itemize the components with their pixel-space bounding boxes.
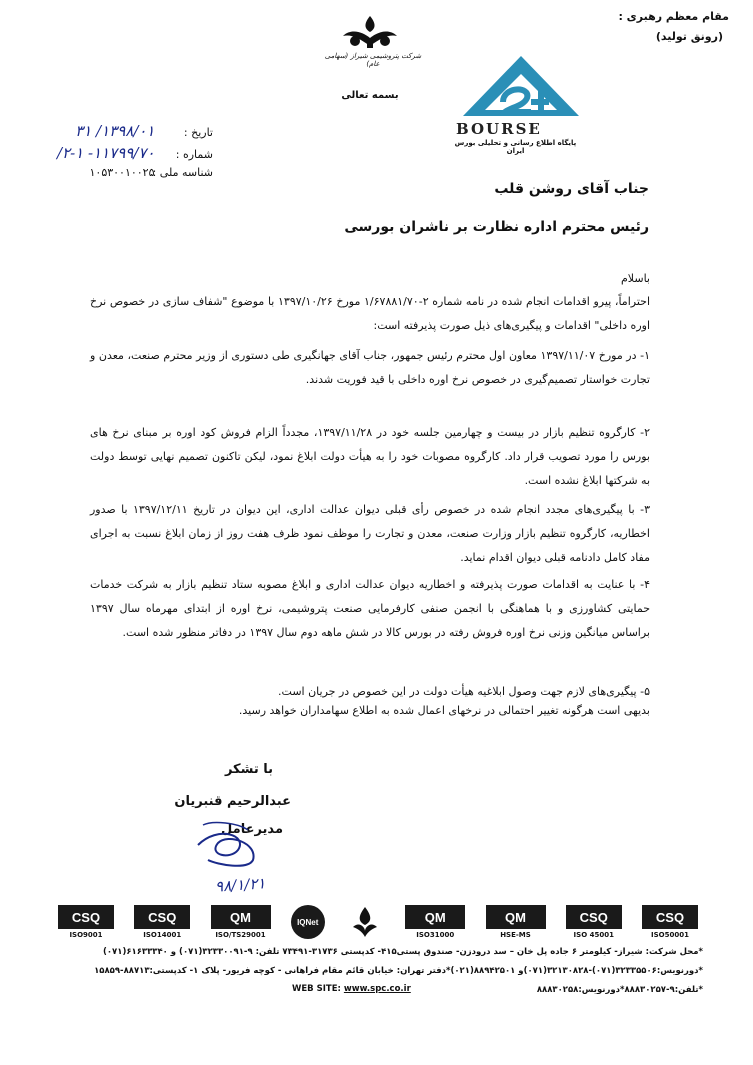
cert-mark: CSQ	[642, 905, 698, 929]
cert-badge	[211, 905, 271, 939]
list-item: ۲- کارگروه تنظیم بازار در بیست و چهارمین جلسه خود در ۱۳۹۷/۱۱/۲۸، مجدداً الزام فروش کود اوره بر مبنای نرخ های بورس را مورد تصویب قرار داد. کارگروه مصوبات خود را به هیأت دولت ابلاغ نمود، لیکن تاکنون تصمیم نهایی توسط دولت به شرکتها ابلاغ نشده است.	[90, 426, 650, 487]
cert-label: ISO31000	[416, 931, 455, 939]
cert-badge	[566, 905, 622, 939]
cert-badge	[58, 905, 114, 939]
certification-bar	[58, 905, 698, 945]
cert-label: ISO14001	[143, 931, 182, 939]
cert-label: ISO9001	[69, 931, 103, 939]
intro-paragraph: احتراماً، پیرو اقدامات انجام شده در نامه شماره ۲-۱/۶۷۸۸۱/۷۰ مورخ ۱۳۹۷/۱۰/۲۶ با موضوع "شفاف سازی در خصوص نرخ اوره داخلی" اقدامات و پیگیری‌های ذیل صورت پذیرفته است:	[90, 295, 651, 332]
cert-label: ISO 45001	[573, 931, 614, 939]
list-item: ۴- با عنایت به اقدامات صورت پذیرفته و اخطاریه دیوان عدالت اداری و ابلاغ مصوبه ستاد تنظیم بازار به شرکت خدمات حمایتی کشاورزی و با هماهنگی با انجمن صنفی کارفرمایی صنعت پتروشیمی، نرخ اوره از ابتدای مهرماه سال ۱۳۹۷ براساس میانگین وزنی نرخ اوره فروش رفته در بورس کالا در شش ماهه دوم سال ۱۳۹۷ در دفاتر منظور شده است.	[90, 578, 650, 639]
number-label: شماره :	[175, 148, 213, 161]
national-id-label: شناسه ملی :	[152, 166, 213, 179]
cert-mark: IQNet	[291, 905, 325, 939]
closing-sentence: بدیهی است هرگونه تغییر احتمالی در نرخهای اعمال شده به اطلاع سهامداران خواهد رسید.	[238, 704, 650, 717]
approval-tag-subtitle: (رونق تولید)	[655, 30, 723, 43]
cert-badge	[642, 905, 698, 939]
bourse-logo-text: BOURSE	[456, 120, 542, 138]
cert-badge	[486, 905, 546, 939]
footer-contact: *دورنویس:۳۲۳۳۵۵۰۶(۰۷۱)-۳۲۱۳۰۸۲۸(۰۷۱)و ۸۸۹۴۲۵۰۱(۰۲۱)*دفتر تهران: خیابان قائم مقام فراهانی - کوچه فریور- پلاک ۱- کدپستی:۸۸۷۱۳-۱۵۸۵۹	[94, 966, 703, 976]
website-link[interactable]: www.spc.co.ir	[343, 984, 411, 994]
flame-emblem-icon	[345, 905, 385, 939]
website-label: WEB SITE:	[292, 984, 341, 994]
signature-icon	[178, 805, 278, 885]
signer-name: عبدالرحیم قنبریان	[174, 794, 291, 809]
cert-label: HSE-MS	[500, 931, 531, 939]
approval-tag: مقام معظم رهبری :	[618, 10, 729, 23]
footer-phone: *تلفن:۹-۸۸۸۳۰۲۵۷*دورنویس:۸۸۸۳۰۲۵۸	[536, 985, 703, 995]
closing-thanks: با تشکر	[224, 762, 273, 777]
cert-badge	[291, 905, 325, 941]
company-logo-icon	[325, 14, 415, 54]
cert-badge	[345, 905, 385, 941]
cert-mark: QM	[211, 905, 271, 929]
date-label: تاریخ :	[183, 126, 213, 139]
national-id-value: ۱۰۵۳۰۰۱۰۰۲۵	[89, 166, 155, 179]
national-id	[90, 166, 214, 179]
letter-date	[75, 122, 213, 140]
cert-mark: CSQ	[58, 905, 114, 929]
signer-title: مدیرعامل	[221, 822, 283, 837]
cert-mark: CSQ	[566, 905, 622, 929]
company-name: شرکت پتروشیمی شیراز (سهامی عام)	[324, 52, 422, 68]
letter-number	[57, 144, 213, 162]
cert-label: ISO50001	[651, 931, 689, 939]
list-item: ۳- با پیگیری‌های مجدد انجام شده در خصوص رأی قبلی دیوان عدالت اداری، این دیوان در تاریخ ۱۳۹۷/۱۲/۱۱ با صدور اخطاریه، کارگروه تنظیم بازار وزارت صنعت، معدن و تجارت را موظف نمود ظرف هفت روز از زمان ابلاغ نسبت به اجرای مفاد کامل دادنامه قبلی دیوان اقدام نماید.	[90, 503, 650, 564]
cert-badge	[405, 905, 465, 939]
list-item: ۱- در مورخ ۱۳۹۷/۱۱/۰۷ معاون اول محترم رئیس جمهور، جناب آقای جهانگیری طی دستوری از وزیر محترم صنعت، معدن و تجارت خواستار تصمیم‌گیری در خصوص نرخ اوره داخلی با قید فوریت شدند.	[90, 349, 650, 386]
number-value: ۱۱۷۹۹/۷۰- ۲-۱/	[56, 144, 155, 162]
addressee-name: جناب آقای روشن قلب	[494, 181, 649, 197]
footer-address: *محل شرکت: شیراز- کیلومتر ۶ جاده پل خان – سد درودزن- صندوق پستی۴۱۵- کدپستی ۳۱۷۳۶-۷۳۴۹۱ تلفن: ۹-۳۲۳۳۰۰۹۱(۰۷۱) و ۶۱۶۳۳۳۴۰(۰۷۱)	[102, 947, 703, 957]
cert-mark: QM	[486, 905, 546, 929]
basmala: بسمه تعالی	[341, 90, 399, 101]
cert-label: ISO/TS29001	[215, 931, 266, 939]
cert-mark: QM	[405, 905, 465, 929]
date-value: ۱۳۹۸/۰۱/ ۳۱	[75, 122, 155, 140]
bourse-subtitle: پایگاه اطلاع رسانی و تحلیلی بورس ایران	[454, 139, 577, 155]
list-item: ۵- پیگیری‌های لازم جهت وصول ابلاغیه هیأت دولت در این خصوص در جریان است.	[278, 685, 650, 698]
handwritten-date: ۹۸/۱/۲۱	[214, 874, 266, 896]
cert-badge	[134, 905, 190, 939]
salutation: باسلام	[620, 272, 650, 285]
addressee-title: رئیس محترم اداره نظارت بر ناشران بورسی	[344, 219, 649, 235]
cert-mark: CSQ	[134, 905, 190, 929]
